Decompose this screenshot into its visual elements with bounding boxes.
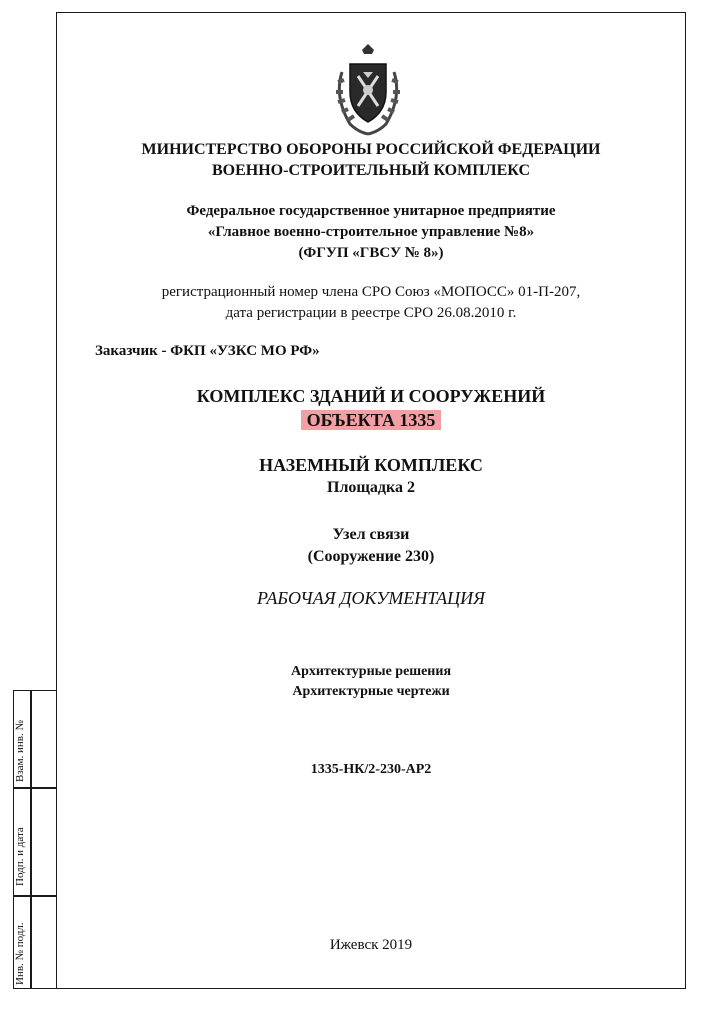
structure-number: (Сооружение 230)	[307, 548, 435, 565]
enterprise-name: «Главное военно-строительное управление №8»	[207, 224, 535, 240]
section-architectural-drawings: Архитектурные чертежи	[292, 684, 450, 699]
node-title: Узел связи	[332, 526, 410, 543]
side-label-signature-date: Подп. и дата	[14, 827, 26, 886]
project-title: КОМПЛЕКС ЗДАНИЙ И СООРУЖЕНИЙ	[196, 386, 546, 406]
registration-date: дата регистрации в реестре СРО 26.08.2010 г.	[225, 305, 517, 321]
highlighted-object-name: ОБЪЕКТА 1335	[301, 410, 442, 430]
ministry-title: МИНИСТЕРСТВО ОБОРОНЫ РОССИЙСКОЙ ФЕДЕРАЦИИ	[141, 141, 601, 158]
complex-title: ВОЕННО-СТРОИТЕЛЬНЫЙ КОМПЛЕКС	[211, 162, 531, 179]
military-construction-emblem-icon	[328, 42, 408, 142]
enterprise-type: Федеральное государственное унитарное предприятие	[186, 203, 556, 219]
site-label: Площадка 2	[327, 479, 415, 496]
city-year: Ижевск 2019	[329, 937, 413, 953]
enterprise-abbreviation: (ФГУП «ГВСУ № 8»)	[298, 245, 444, 261]
project-object	[56, 408, 686, 432]
side-column-divider	[30, 691, 32, 988]
document-type: РАБОЧАЯ ДОКУМЕНТАЦИЯ	[256, 588, 486, 608]
customer-line: Заказчик - ФКП «УЗКС МО РФ»	[95, 343, 320, 359]
side-row-divider	[14, 787, 56, 789]
section-architectural-solutions: Архитектурные решения	[290, 664, 452, 679]
document-code: 1335-НК/2-230-АР2	[310, 762, 432, 777]
ground-complex-title: НАЗЕМНЫЙ КОМПЛЕКС	[259, 455, 483, 475]
side-row-divider	[14, 895, 56, 897]
registration-number: регистрационный номер члена СРО Союз «МОПОСС» 01-П-207,	[161, 284, 581, 300]
side-label-replacement-inventory: Взам. инв. №	[14, 720, 26, 782]
side-label-original-inventory: Инв. № подл.	[14, 922, 26, 985]
